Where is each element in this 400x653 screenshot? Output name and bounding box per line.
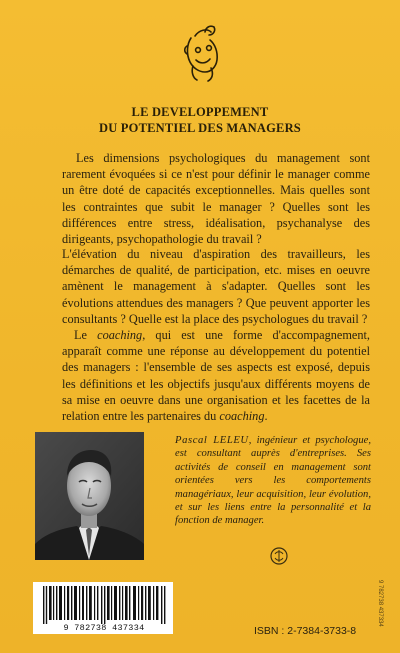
barcode xyxy=(33,582,173,634)
summary-paragraph-2: L'élévation du niveau d'aspiration des travailleurs, les démarches de qualité, de participation, etc. mises en oeuvre amènent le management à s'adapter. Quelles sont les évolutions attendues des managers ? Que peuvent apporter les consultants ? Quelle est la place des psychologues du travail ? xyxy=(62,247,370,326)
isbn-label: ISBN : 2-7384-3733-8 xyxy=(254,625,357,637)
summary-paragraph-3 xyxy=(62,327,370,424)
side-code: 9 782738 437334 xyxy=(377,580,383,627)
coaching-term: coaching xyxy=(97,328,143,342)
emblem-icon xyxy=(268,545,290,567)
barcode-number: 9 782738 437334 xyxy=(63,623,145,633)
book-title-line1: LE DEVELOPPEMENT xyxy=(131,105,269,119)
book-title-line2: DU POTENTIEL DES MANAGERS xyxy=(99,121,301,135)
barcode-icon xyxy=(43,586,167,624)
author-photo xyxy=(35,432,144,560)
coaching-term-end: coaching xyxy=(219,409,265,424)
paragraph3-lead: Le xyxy=(74,328,98,342)
paragraph3-end: . xyxy=(264,409,268,424)
publisher-logo-icon xyxy=(181,22,223,84)
author-portrait-icon xyxy=(35,432,144,560)
author-bio xyxy=(175,434,371,528)
author-name: Pascal LELEU xyxy=(175,435,249,446)
author-bio-text: , ingénieur et psychologue, est consultant auprès d'entreprises. Ses activités de conseil en management sont orientées vers les comportements managériaux, leur acquisition, leur évolution, et sur les liens entre la personnalité et la fonction de manager. xyxy=(175,435,371,527)
summary-paragraph-1: Les dimensions psychologiques du management sont rarement évoquées si ce n'est pour définir le manager comme un être doté de capacités exceptionnelles. Mais quelles sont les contraintes que subit le manager ? Quelles sont les différences entre stress, idéalisation, psychanalyse des dirigeants, psychopathologie du travail ? xyxy=(62,151,370,247)
paragraph3-rest: , qui est une forme d'accompagnement, apparaît comme une réponse au développement du potentiel des managers : l'ensemble de ses aspects est exposé, depuis les définitions et les objectifs jusqu'aux différents moyens de sa mise en oeuvre dans une organisation et les facettes de la relation entre les partenaires du xyxy=(62,328,370,424)
